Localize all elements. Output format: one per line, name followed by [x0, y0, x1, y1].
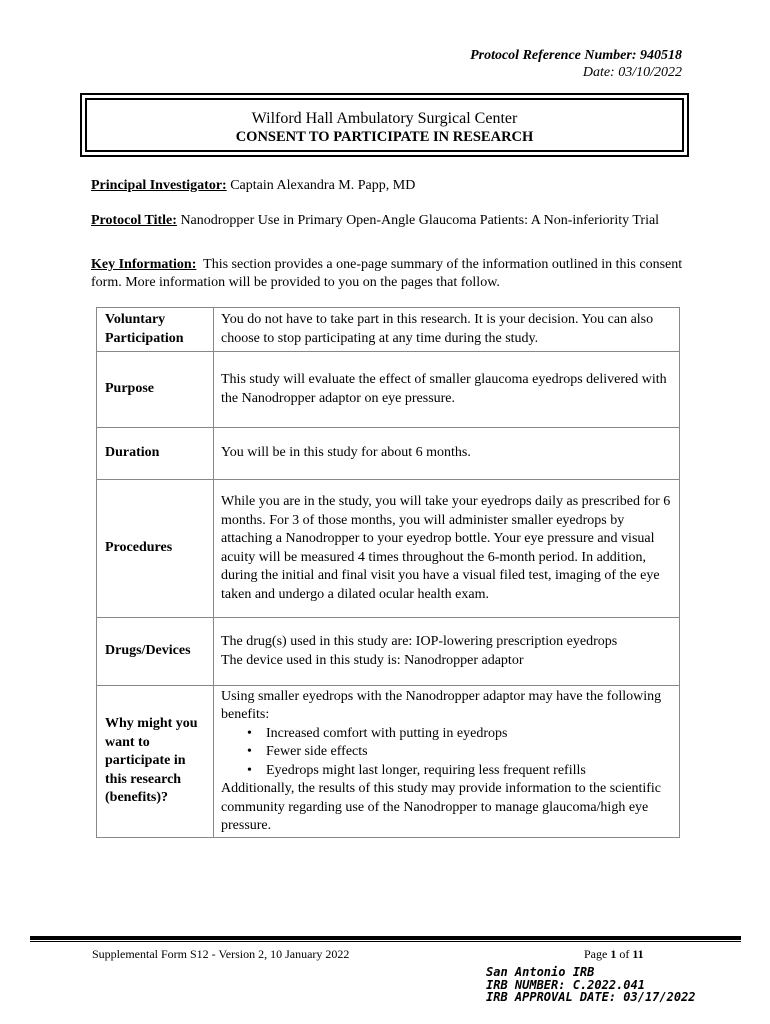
benefits-list — [221, 725, 673, 781]
list-item: • Eyedrops might last longer, requiring less frequent refills — [221, 762, 673, 781]
form-version: Supplemental Form S12 - Version 2, 10 January 2022 — [92, 947, 350, 961]
protocol-title — [91, 212, 686, 230]
benefits-intro: Using smaller eyedrops with the Nanodropper adaptor may have the following benefits: — [221, 688, 662, 722]
row-heading: Voluntary Participation — [97, 308, 214, 352]
row-heading: Duration — [97, 428, 214, 480]
title-box-inner — [85, 98, 684, 152]
title-box — [80, 93, 689, 157]
row-content: While you are in the study, you will take your eyedrops daily as prescribed for 6 months. For 3 of those months, you will administer smaller eyedrops by attaching a Nanodropper to your eyedrop bottle. Your eye pressure and visual acuity will be measured 4 times throughout the 6-month period. In addition, during the initial and final visit you have a visual filed test, imaging of the eye taken and undergo a dilated ocular health exam. — [214, 480, 680, 618]
table-row — [97, 352, 680, 428]
protocol-date: Date: 03/10/2022 — [582, 65, 682, 80]
protocol-reference-number: Protocol Reference Number: 940518 — [470, 48, 682, 63]
footer-rule-thick — [30, 936, 741, 940]
table-row — [97, 686, 680, 838]
summary-table — [96, 307, 680, 838]
form-title: CONSENT TO PARTICIPATE IN RESEARCH — [235, 129, 534, 145]
table-row — [97, 480, 680, 618]
center-name: Wilford Hall Ambulatory Surgical Center — [251, 110, 518, 127]
key-information — [91, 256, 686, 292]
row-content — [214, 686, 680, 838]
protocol-title-value: Nanodropper Use in Primary Open-Angle Glaucoma Patients: A Non-inferiority Trial — [180, 213, 660, 228]
page-current: 1 — [610, 947, 617, 961]
benefits-outro: Additionally, the results of this study may provide information to the scientific community regarding use of the Nanodropper to manage glaucoma/high eye pressure. — [221, 781, 662, 833]
row-heading: Procedures — [97, 480, 214, 618]
protocol-header — [470, 47, 682, 81]
row-content — [214, 618, 680, 686]
protocol-title-label: Protocol Title: — [91, 213, 177, 228]
row-content: You will be in this study for about 6 months. — [214, 428, 680, 480]
principal-investigator-value: Captain Alexandra M. Papp, MD — [230, 178, 416, 193]
irb-stamp — [486, 966, 696, 1004]
page-prefix: Page — [584, 947, 608, 961]
irb-approval-date: IRB APPROVAL DATE: 03/17/2022 — [486, 990, 696, 1004]
page-number — [584, 947, 644, 962]
row-heading: Purpose — [97, 352, 214, 428]
list-item: • Fewer side effects — [221, 743, 673, 762]
key-information-label: Key Information: — [91, 257, 197, 272]
list-item: • Increased comfort with putting in eyedrops — [221, 725, 673, 744]
row-content: This study will evaluate the effect of smaller glaucoma eyedrops delivered with the Nanodropper adaptor on eye pressure. — [214, 352, 680, 428]
table-row — [97, 618, 680, 686]
footer-rule-thin — [30, 941, 741, 942]
irb-name: San Antonio IRB — [486, 965, 595, 979]
devices-line: The device used in this study is: Nanodropper adaptor — [221, 652, 524, 668]
row-heading: Drugs/Devices — [97, 618, 214, 686]
row-heading: Why might you want to participate in this research (benefits)? — [97, 686, 214, 838]
key-information-value: This section provides a one-page summary of the information outlined in this consent form. More information will be provided to you on the pages that follow. — [91, 257, 683, 290]
principal-investigator-label: Principal Investigator: — [91, 178, 227, 193]
principal-investigator — [91, 177, 686, 195]
row-content: You do not have to take part in this research. It is your decision. You can also choose to stop participating at any time during the study. — [214, 308, 680, 352]
table-row — [97, 308, 680, 352]
page-of: of — [619, 947, 630, 961]
page-total: 11 — [632, 947, 644, 961]
drugs-line: The drug(s) used in this study are: IOP-lowering prescription eyedrops — [221, 634, 618, 649]
irb-number: IRB NUMBER: C.2022.041 — [486, 977, 645, 992]
table-row — [97, 428, 680, 480]
